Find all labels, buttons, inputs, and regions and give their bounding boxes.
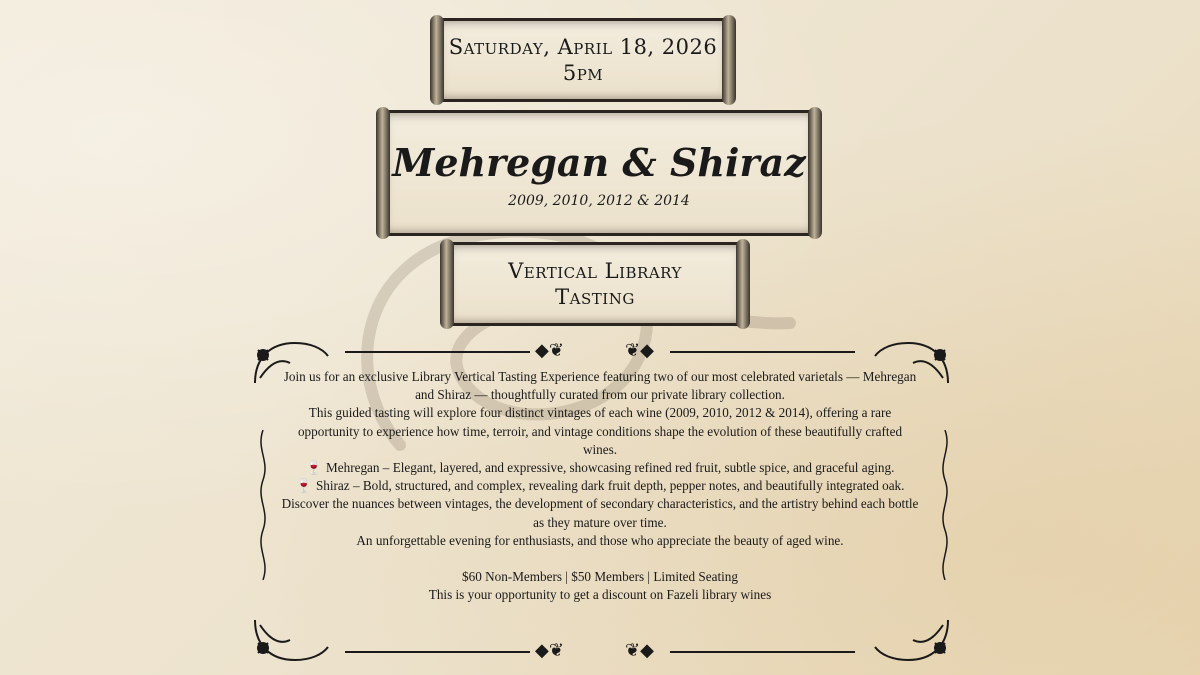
- corner-flourish-bottom-left: [250, 615, 330, 665]
- mehregan-note: 🍷 Mehregan – Elegant, layered, and expressive, showcasing refined red fruit, subtle spice, and graceful aging.: [305, 460, 895, 476]
- event-date: Saturday, April 18, 2026: [448, 35, 718, 59]
- discount-line: This is your opportunity to get a discount on Fazeli library wines: [428, 587, 772, 603]
- side-vine-right: [938, 430, 952, 580]
- top-divider-left: [345, 351, 530, 353]
- discover-paragraph: Discover the nuances between vintages, the development of secondary characteristics, and the artistry behind each bottle as they mature over time.: [281, 496, 919, 530]
- wine-glass-icon: 🍷: [295, 478, 312, 494]
- subtitle-banner: [448, 242, 742, 326]
- event-description: [280, 368, 920, 604]
- evening-paragraph: An unforgettable evening for enthusiasts, and those who appreciate the beauty of aged wine.: [356, 532, 844, 548]
- event-time: 5pm: [562, 61, 604, 85]
- top-ornament-left: ◆❦: [535, 340, 564, 361]
- wine-glass-icon: 🍷: [305, 460, 323, 476]
- subtitle-line1: Vertical Library: [508, 259, 682, 283]
- guided-paragraph: This guided tasting will explore four distinct vintages of each wine (2009, 2010, 2012 & 2014), offering a rare opportunity to experience how time, terroir, and vintage conditions shape the evolution of these beautifully crafted wines.: [297, 405, 903, 457]
- bottom-divider-left: [345, 651, 530, 653]
- event-title: Mehregan & Shiraz: [392, 140, 806, 185]
- side-vine-left: [256, 430, 270, 580]
- subtitle-line2: Tasting: [555, 285, 635, 309]
- top-divider-right: [670, 351, 855, 353]
- pricing-line: $60 Non-Members | $50 Members | Limited Seating: [462, 569, 738, 585]
- vintage-years: 2009, 2010, 2012 & 2014: [508, 193, 690, 209]
- date-banner: [438, 18, 728, 102]
- intro-paragraph: Join us for an exclusive Library Vertical Tasting Experience featuring two of our most celebrated varietals — Mehregan and Shiraz — thoughtfully curated from our private library collection.: [283, 369, 917, 403]
- shiraz-note: 🍷 Shiraz – Bold, structured, and complex, revealing dark fruit depth, pepper notes, and beautifully integrated oak.: [295, 478, 905, 494]
- bottom-divider-right: [670, 651, 855, 653]
- top-ornament-right: ❦◆: [625, 340, 654, 361]
- bottom-ornament-right: ❦◆: [625, 640, 654, 661]
- bottom-ornament-left: ◆❦: [535, 640, 564, 661]
- corner-flourish-bottom-right: [873, 615, 953, 665]
- title-banner: [384, 110, 814, 236]
